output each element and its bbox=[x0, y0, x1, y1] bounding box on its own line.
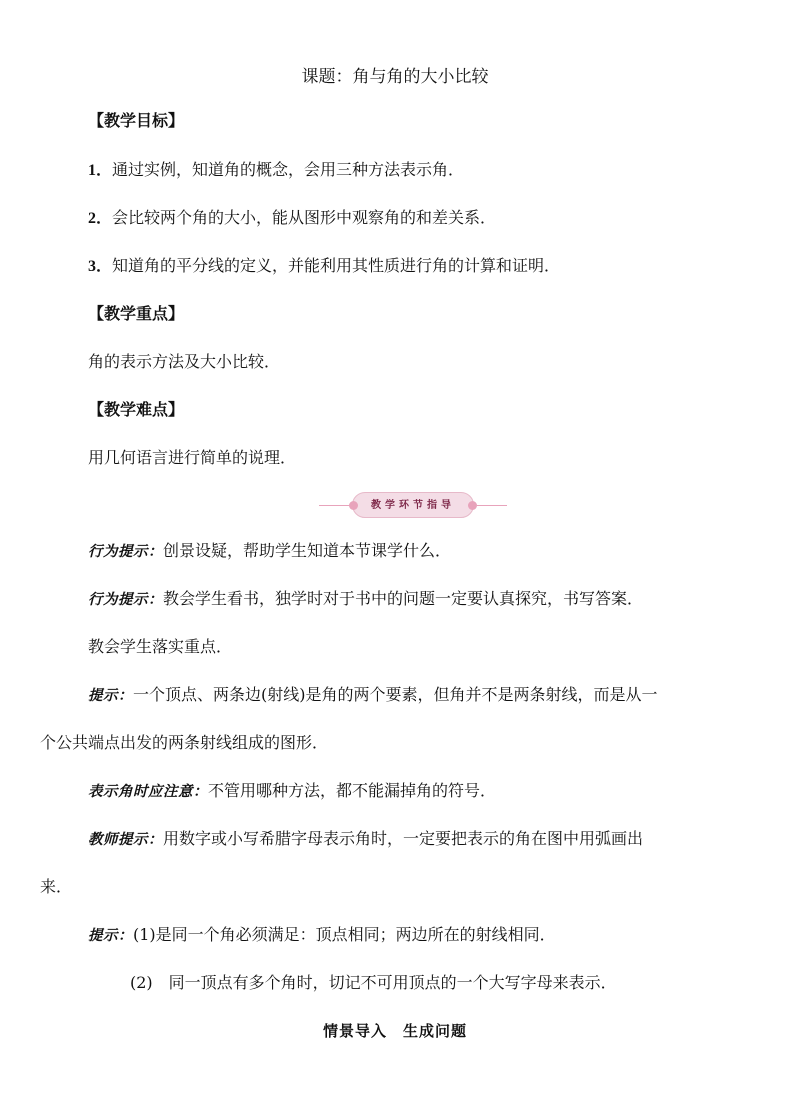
banner-text: 教学环节指导 bbox=[371, 500, 455, 511]
objective-number: 1． bbox=[88, 162, 113, 179]
guidance-line-2 bbox=[88, 588, 750, 611]
guidance-line-1 bbox=[88, 540, 750, 563]
objective-text: 知道角的平分线的定义，并能利用其性质进行角的计算和证明． bbox=[112, 256, 561, 275]
guidance-text: (1)是同一个角必须满足：顶点相同；两边所在的射线相同． bbox=[133, 925, 556, 944]
objective-item-3 bbox=[88, 255, 750, 278]
banner-rule-left bbox=[319, 505, 349, 506]
guidance-text: 教会学生落实重点． bbox=[88, 637, 233, 656]
key-points-heading: 【教学重点】 bbox=[88, 304, 185, 323]
guidance-text: 来． bbox=[40, 877, 73, 896]
guidance-text: 不管用哪种方法，都不能漏掉角的符号． bbox=[208, 781, 497, 800]
objective-text: 通过实例，知道角的概念，会用三种方法表示角． bbox=[112, 160, 465, 179]
teaching-guide-banner bbox=[352, 492, 474, 518]
lesson-title: 课题：角与角的大小比较 bbox=[301, 67, 489, 87]
difficulties-heading: 【教学难点】 bbox=[88, 400, 185, 419]
guidance-line-4 bbox=[88, 684, 750, 707]
guidance-tag: 行为提示： bbox=[88, 592, 163, 608]
guidance-text: 一个顶点、两条边(射线)是角的两个要素，但角并不是两条射线，而是从一 bbox=[133, 685, 658, 704]
banner-rule-right bbox=[477, 505, 507, 506]
objective-text: 会比较两个角的大小，能从图形中观察角的和差关系． bbox=[112, 208, 497, 227]
guidance-text: (2) 同一顶点有多个角时，切记不可用顶点的一个大写字母来表示． bbox=[130, 973, 617, 992]
guidance-text: 用数字或小写希腊字母表示角时，一定要把表示的角在图中用弧画出 bbox=[163, 829, 644, 848]
guidance-line-7 bbox=[88, 828, 750, 851]
objectives-heading: 【教学目标】 bbox=[88, 111, 185, 130]
guidance-text: 创景设疑，帮助学生知道本节课学什么． bbox=[163, 541, 452, 560]
guidance-line-3 bbox=[88, 636, 750, 658]
guidance-tag: 行为提示： bbox=[88, 544, 163, 560]
difficulties-text: 用几何语言进行简单的说理． bbox=[88, 448, 297, 467]
flower-icon bbox=[349, 501, 358, 510]
guidance-line-9 bbox=[88, 924, 750, 947]
guidance-line-5 bbox=[40, 732, 750, 754]
guidance-tag: 教师提示： bbox=[88, 832, 163, 848]
guidance-line-6 bbox=[88, 780, 750, 803]
objective-number: 2． bbox=[88, 210, 113, 227]
guidance-line-8 bbox=[40, 876, 750, 898]
guidance-text: 个公共端点出发的两条射线组成的图形． bbox=[40, 733, 329, 752]
guidance-text: 教会学生看书，独学时对于书中的问题一定要认真探究，书写答案． bbox=[163, 589, 644, 608]
guidance-tag: 表示角时应注意： bbox=[88, 784, 208, 800]
key-points-text: 角的表示方法及大小比较． bbox=[88, 352, 281, 371]
guidance-tag: 提示： bbox=[88, 928, 133, 944]
section-footer-heading: 情景导入 生成问题 bbox=[322, 1022, 467, 1040]
objective-item-1 bbox=[88, 159, 750, 182]
guidance-line-10 bbox=[130, 972, 750, 994]
objective-number: 3． bbox=[88, 258, 113, 275]
objective-item-2 bbox=[88, 207, 750, 230]
flower-icon bbox=[468, 501, 477, 510]
guidance-tag: 提示： bbox=[88, 688, 133, 704]
